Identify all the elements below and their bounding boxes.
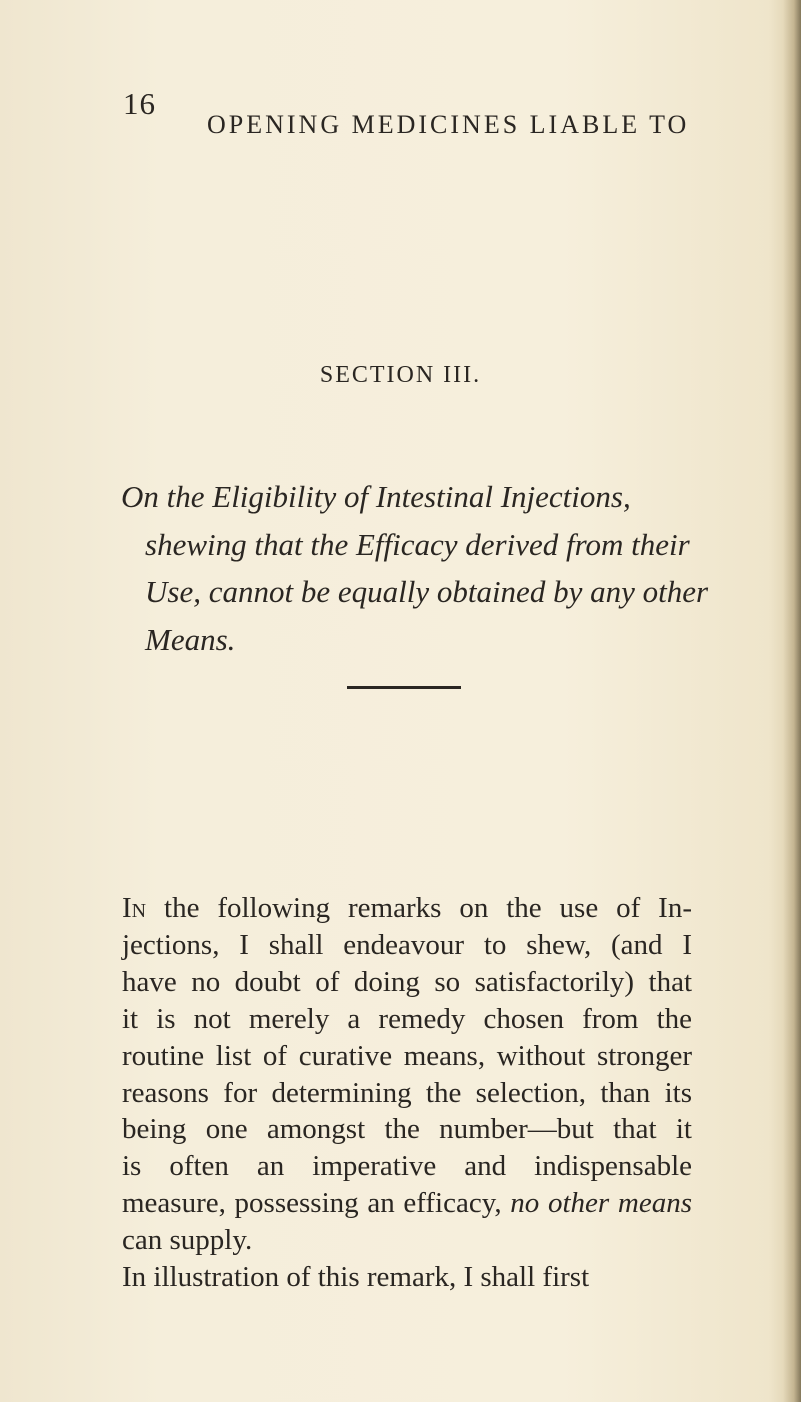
section-subtitle <box>121 473 721 663</box>
body-line: measure, possessing an efficacy, no other means <box>122 1187 692 1220</box>
italic-phrase: no other means <box>510 1187 692 1220</box>
body-line: jections, I shall endeavour to shew, (and I <box>122 928 692 961</box>
drop-word: In <box>122 892 147 924</box>
page-edge-shadow <box>783 0 801 1402</box>
subtitle-line: Means. <box>145 621 236 657</box>
page-number: 16 <box>123 86 156 121</box>
body-line: is often an imperative and indispensable <box>122 1150 692 1183</box>
body-line: reasons for determining the selection, than its <box>122 1076 692 1109</box>
section-title: SECTION III. <box>319 362 482 388</box>
section-divider-rule <box>347 686 461 689</box>
body-line: have no doubt of doing so satisfactorily) that <box>122 965 692 998</box>
body-line: being one amongst the number—but that it <box>122 1113 692 1146</box>
subtitle-line: shewing that the Efficacy derived from their <box>145 526 690 562</box>
body-line: In the following remarks on the use of In- <box>122 892 692 924</box>
body-paragraph <box>122 890 692 1296</box>
body-line: can supply. <box>122 1224 253 1257</box>
body-line-paragraph-start: In illustration of this remark, I shall first <box>122 1261 590 1294</box>
subtitle-line: On the Eligibility of Intestinal Injections, <box>121 479 631 514</box>
running-head: OPENING MEDICINES LIABLE TO <box>207 110 690 139</box>
subtitle-line: Use, cannot be equally obtained by any other <box>145 574 709 609</box>
body-line: it is not merely a remedy chosen from the <box>122 1002 692 1035</box>
body-line: routine list of curative means, without stronger <box>122 1039 692 1072</box>
